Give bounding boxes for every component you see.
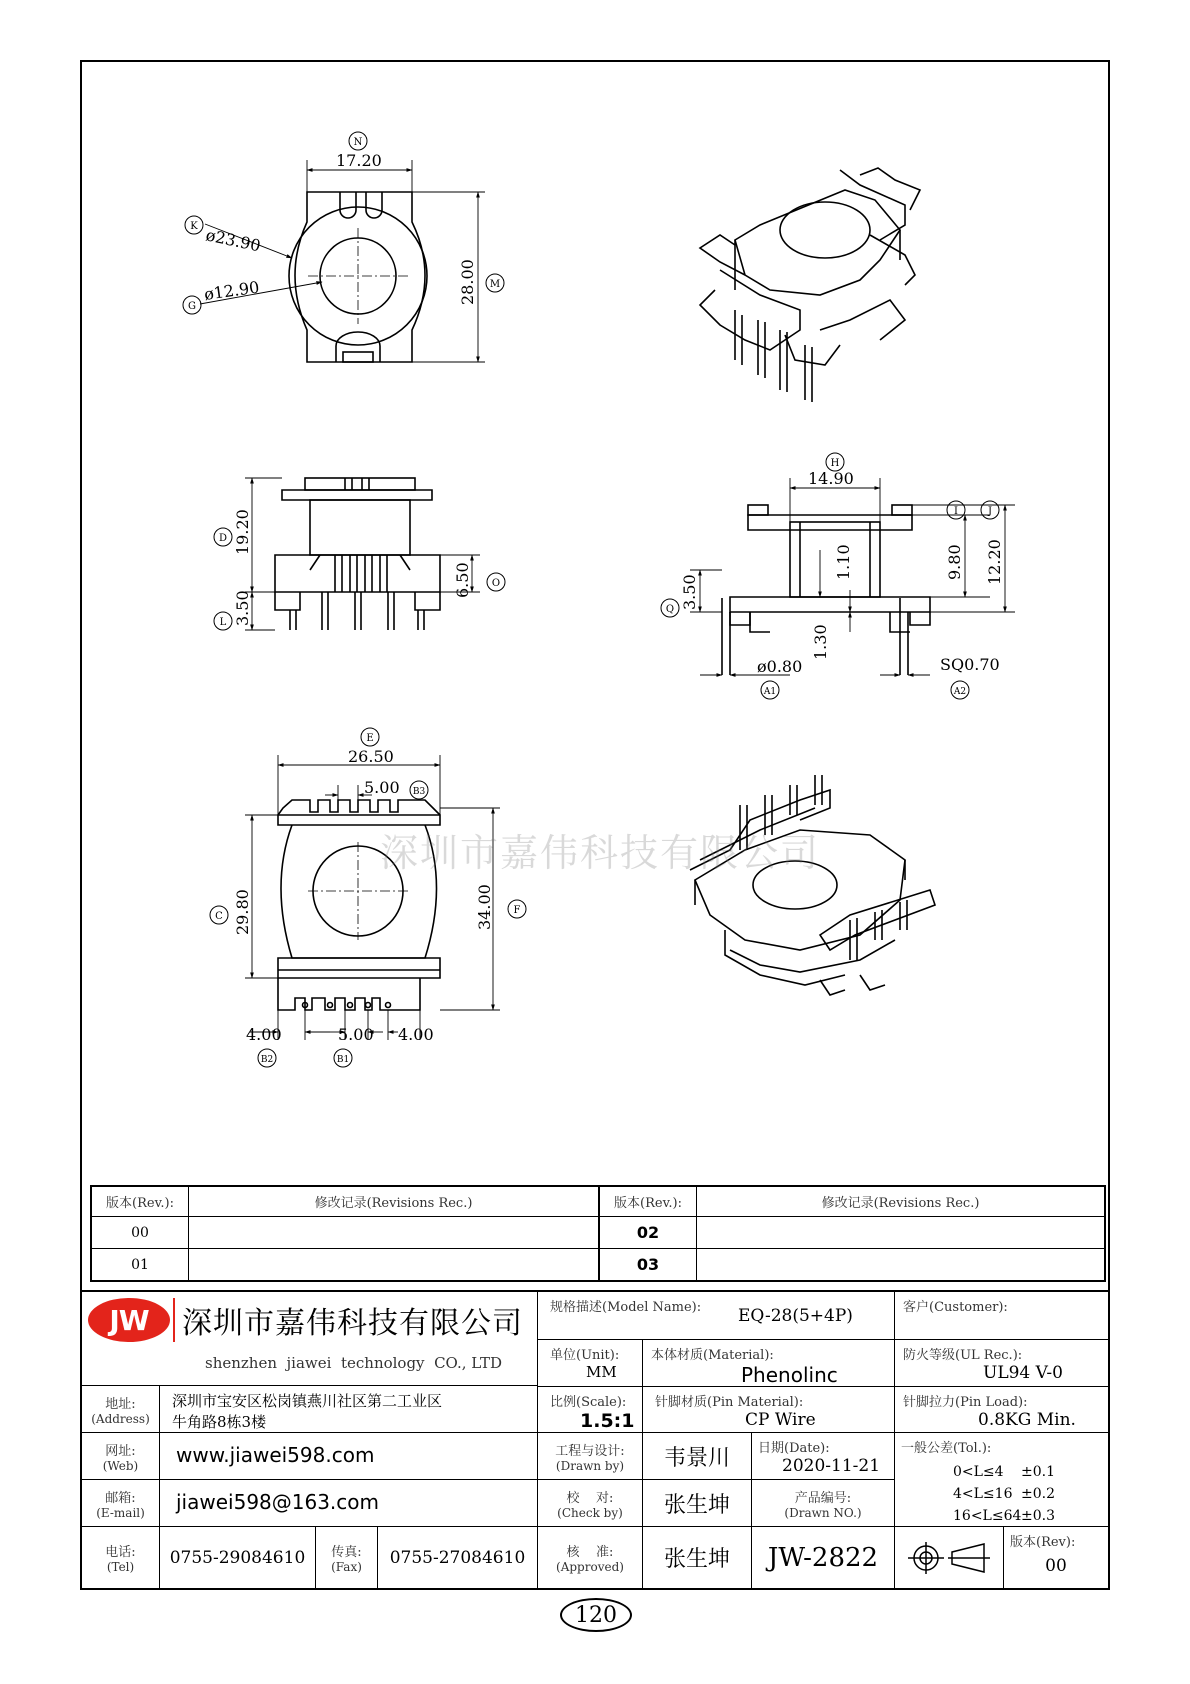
tolerance-row: 0<L≤4 ±0.1 — [953, 1464, 1055, 1480]
drawn-label-cell: 工程与设计: (Drawn by) — [537, 1432, 643, 1480]
dim-b3: 5.00 — [364, 778, 400, 797]
label-a1: A1 — [763, 687, 777, 697]
web-label-cell: 网址: (Web) — [80, 1432, 160, 1480]
pin-material-cell: 针脚材质(Pin Material): CP Wire — [642, 1386, 895, 1433]
rev-header-right: 版本(Rev.): — [598, 1185, 697, 1217]
label-b2: B2 — [260, 1055, 274, 1065]
label-f: F — [513, 905, 521, 916]
dim-h: 14.90 — [808, 469, 854, 488]
unit-value: MM — [586, 1363, 617, 1381]
dim-m: 28.00 — [458, 259, 477, 305]
fax-value-cell: 0755-27084610 — [377, 1526, 538, 1590]
pin-load-cell: 针脚拉力(Pin Load): 0.8KG Min. — [894, 1386, 1110, 1433]
drawn-value-cell: 韦景川 — [642, 1432, 752, 1480]
web-link[interactable]: www.jiawei598.com — [176, 1443, 375, 1467]
ul-value: UL94 V-0 — [983, 1363, 1063, 1383]
model-cell: 规格描述(Model Name): EQ-28(5+4P) — [537, 1290, 895, 1340]
rev-value: 00 — [1045, 1556, 1067, 1576]
dim-b2: 4.00 — [246, 1025, 282, 1044]
label-o: O — [491, 578, 501, 589]
company-name-cn: 深圳市嘉伟科技有限公司 — [182, 1306, 523, 1341]
label-d: D — [218, 533, 228, 544]
logo-divider — [173, 1298, 175, 1342]
third-angle-projection-icon — [904, 1538, 994, 1578]
rev-row-03: 03 — [598, 1248, 697, 1282]
dim-pin-offset: 1.30 — [811, 624, 830, 660]
view-side-outline — [275, 478, 440, 630]
view-iso-top — [700, 168, 920, 402]
label-c: C — [215, 911, 223, 922]
rev-row-01: 01 — [90, 1248, 189, 1282]
tel-label-cell: 电话: (Tel) — [80, 1526, 160, 1590]
material-value: Phenolinc — [741, 1363, 838, 1387]
rev-header-left: 版本(Rev.): — [90, 1185, 189, 1217]
dim-k: ø23.90 — [204, 225, 263, 256]
fax-label-cell: 传真: (Fax) — [315, 1526, 378, 1590]
dim-i: 9.80 — [945, 544, 964, 580]
rec-row-00 — [188, 1216, 599, 1249]
dim-j: 12.20 — [985, 539, 1004, 585]
email-label-cell: 邮箱: (E-mail) — [80, 1479, 160, 1527]
dim-inner: 1.10 — [834, 544, 853, 580]
label-e: E — [366, 733, 374, 744]
label-l: L — [219, 617, 227, 628]
page-number-badge — [560, 1598, 632, 1632]
customer-cell: 客户(Customer): — [894, 1290, 1110, 1340]
label-i: I — [954, 506, 958, 517]
drawing-no-cell: JW-2822 — [751, 1526, 895, 1590]
pin-material-value: CP Wire — [745, 1410, 816, 1430]
date-cell: 日期(Date): 2020-11-21 — [751, 1432, 895, 1480]
tolerance-cell: 一般公差(Tol.): 0<L≤4 ±0.1 4<L≤16 ±0.2 16<L≤64±0.3 — [894, 1432, 1110, 1527]
dim-a2: SQ0.70 — [940, 655, 1000, 674]
dim-d: 19.20 — [233, 509, 252, 555]
scale-cell: 比例(Scale): 1.5:1 — [537, 1386, 643, 1433]
model-value: EQ-28(5+4P) — [738, 1306, 853, 1326]
unit-cell: 单位(Unit): MM — [537, 1339, 643, 1387]
dim-b1: 5.00 — [338, 1025, 374, 1044]
label-h: H — [830, 458, 840, 469]
ul-cell: 防火等级(UL Rec.): UL94 V-0 — [894, 1339, 1110, 1387]
rec-header-right: 修改记录(Revisions Rec.) — [696, 1185, 1106, 1217]
email-link[interactable]: jiawei598@163.com — [176, 1490, 380, 1514]
check-label-cell: 校 对: (Check by) — [537, 1479, 643, 1527]
dim-f: 34.00 — [475, 884, 494, 930]
tel-value-cell: 0755-29084610 — [159, 1526, 316, 1590]
label-g: G — [188, 301, 196, 312]
label-a2: A2 — [953, 687, 967, 697]
rec-row-01 — [188, 1248, 599, 1282]
rec-header-left: 修改记录(Revisions Rec.) — [188, 1185, 599, 1217]
projection-symbol-cell — [894, 1526, 1004, 1590]
label-b1: B1 — [336, 1055, 350, 1065]
rev-row-02: 02 — [598, 1216, 697, 1249]
label-b3: B3 — [412, 787, 426, 797]
check-value-cell: 张生坤 — [642, 1479, 752, 1527]
approve-value-cell: 张生坤 — [642, 1526, 752, 1590]
web-value-cell — [159, 1432, 538, 1480]
rev-row-00: 00 — [90, 1216, 189, 1249]
label-m: M — [489, 279, 501, 290]
address-line2: 牛角路8栋3楼 — [172, 1413, 267, 1431]
label-j: J — [987, 506, 993, 517]
label-q: Q — [665, 604, 675, 615]
view-iso-bottom — [690, 775, 935, 995]
dim-e: 26.50 — [348, 747, 394, 766]
rec-row-03 — [696, 1248, 1106, 1282]
drawn-no-label-cell: 产品编号: (Drawn NO.) — [751, 1479, 895, 1527]
label-n: N — [353, 137, 363, 148]
tolerance-table — [953, 1461, 1055, 1527]
dim-c: 29.80 — [233, 889, 252, 935]
dim-right: 4.00 — [398, 1025, 434, 1044]
material-cell: 本体材质(Material): Phenolinc — [642, 1339, 895, 1387]
approve-label-cell: 核 准: (Approved) — [537, 1526, 643, 1590]
address-value-cell — [159, 1385, 538, 1433]
page-number: 120 — [575, 1602, 617, 1628]
dim-n: 17.20 — [336, 151, 382, 170]
dim-q: 3.50 — [680, 574, 699, 610]
company-name-en: shenzhen jiawei technology CO., LTD — [205, 1354, 503, 1372]
rec-row-02 — [696, 1216, 1106, 1249]
company-logo: JW — [88, 1298, 170, 1342]
watermark: 深圳市嘉伟科技有限公司 — [380, 831, 821, 875]
address-label-cell: 地址: (Address) — [80, 1385, 160, 1433]
label-k: K — [190, 221, 198, 232]
pin-load-value: 0.8KG Min. — [978, 1410, 1076, 1430]
tolerance-row: 16<L≤64±0.3 — [953, 1508, 1055, 1524]
scale-value: 1.5:1 — [580, 1410, 635, 1432]
tolerance-row: 4<L≤16 ±0.2 — [953, 1486, 1055, 1502]
dim-g: ø12.90 — [202, 277, 261, 304]
date-value: 2020-11-21 — [782, 1456, 881, 1476]
rev-cell: 版本(Rev): 00 — [1003, 1526, 1110, 1590]
address-line1: 深圳市宝安区松岗镇燕川社区第二工业区 — [172, 1392, 443, 1410]
dim-a1: ø0.80 — [757, 657, 803, 676]
dim-o: 6.50 — [453, 562, 472, 598]
dim-l: 3.50 — [233, 590, 252, 626]
email-value-cell — [159, 1479, 538, 1527]
